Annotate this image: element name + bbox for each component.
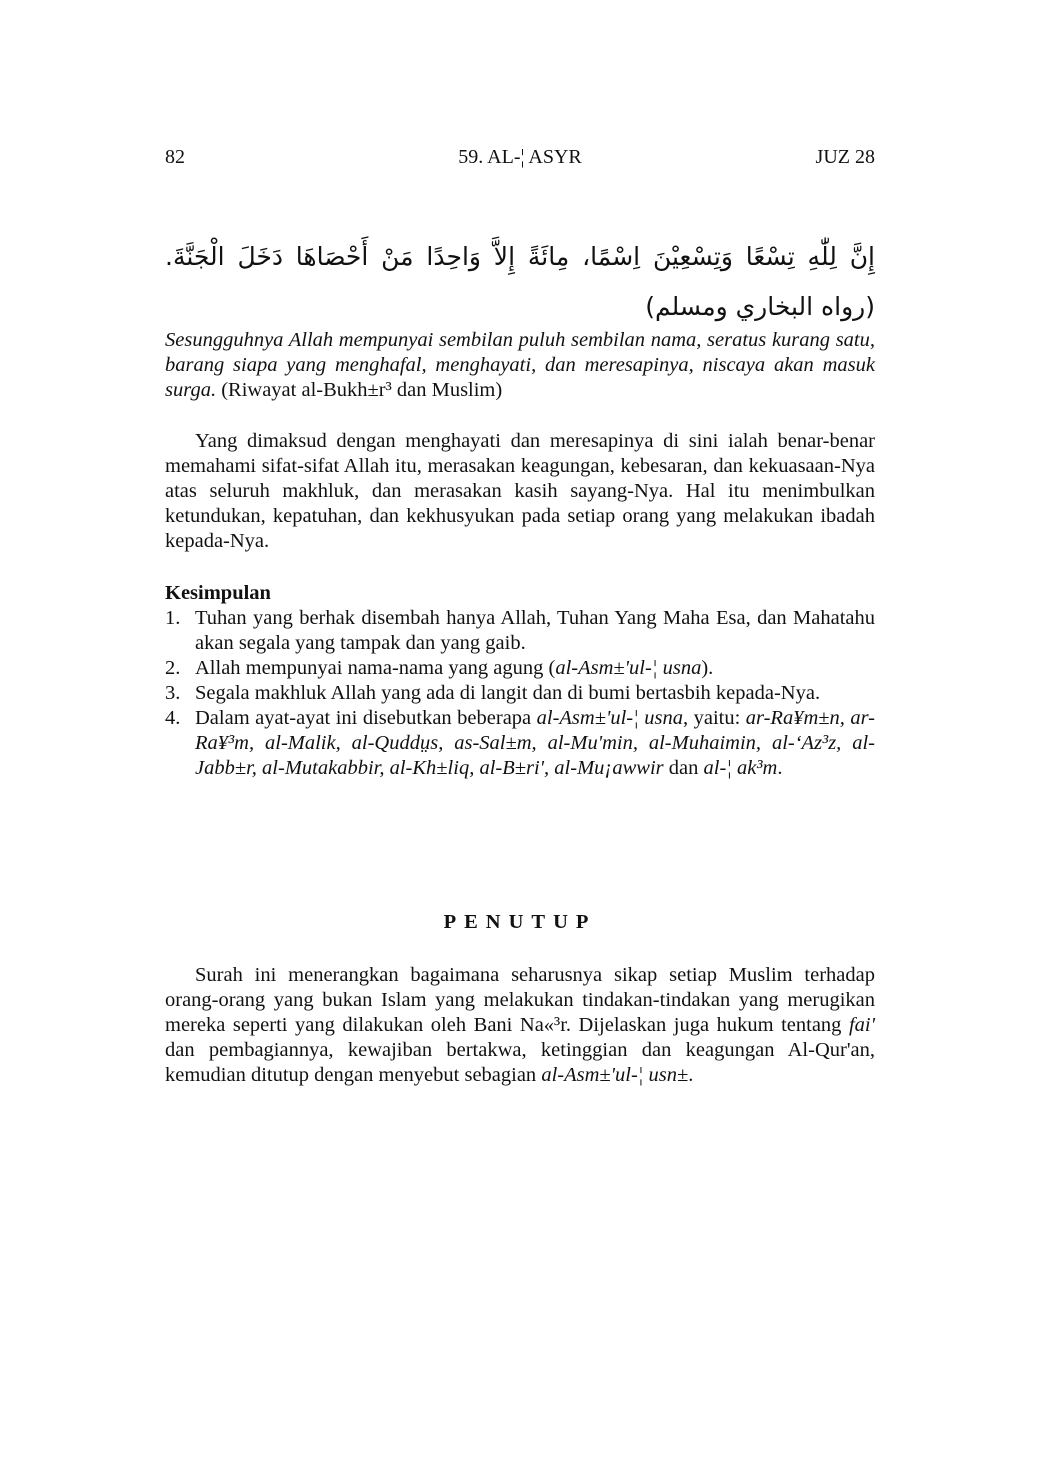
list-text: , yaitu:: [682, 707, 746, 729]
names-list: ar-Ra¥m±n, ar-Ra¥³m, al-Malik, al-Quddṳs, as-Sal±m, al-Mu'min, al-Muhaimin, al-‘Az³z, al-Jabb±r, al-Mutakabbir, al-Kh±liq, al-B±ri', al-Mu¡awwir: [195, 707, 876, 779]
list-text: Tuhan yang berhak disembah hanya Allah, Tuhan Yang Maha Esa, dan Mahatahu akan segala yang tampak dan yang gaib.: [195, 607, 875, 654]
explanation-paragraph: Yang dimaksud dengan menghayati dan meresapinya di sini ialah benar-benar memahami sifat-sifat Allah itu, merasakan keagungan, kebesaran, dan kekuasaan-Nya atas seluruh makhluk, dan merasakan kasih sayang-Nya. Hal itu menimbulkan ketundukan, kepatuhan, dan kekhusyukan pada setiap orang yang melakukan ibadah kepada-Nya.: [165, 430, 875, 552]
list-text: ).: [701, 657, 714, 679]
list-item: [165, 656, 875, 681]
asma-term: al-Asm±'ul-¦ usn±: [541, 1064, 689, 1086]
conclusion-heading: Kesimpulan: [165, 582, 271, 604]
translation-text: Sesungguhnya Allah mempunyai sembilan puluh sembilan nama, seratus kurang satu, barang siapa yang menghafal, menghayati, dan meresapinya, niscaya akan masuk surga.: [165, 329, 875, 401]
translation-source: (Riwayat al-Bukh±r³ dan Muslim): [216, 379, 503, 401]
juz-label: JUZ 28: [815, 146, 875, 168]
closing-text: .: [688, 1064, 694, 1086]
list-italic: al-Asm±'ul-¦ usna: [536, 707, 683, 729]
list-text: Allah mempunyai nama-nama yang agung (: [195, 657, 556, 679]
list-item: [165, 681, 875, 706]
list-number: 4.: [165, 707, 181, 729]
list-italic: al-Asm±'ul-¦ usna: [555, 657, 702, 679]
list-number: 2.: [165, 657, 181, 679]
closing-paragraph: [165, 963, 875, 1088]
list-item: [165, 606, 875, 656]
list-text: dan: [663, 757, 704, 779]
closing-text: Surah ini menerangkan bagaimana seharusnya sikap setiap Muslim terhadap orang-orang yang bukan Islam yang melakukan tindakan-tindakan yang merugikan mereka seperti yang dilakukan oleh Bani Na«³r. Dijelaskan juga hukum tentang: [165, 964, 875, 1036]
page-number: 82: [165, 146, 185, 168]
list-text: Dalam ayat-ayat ini disebutkan beberapa: [195, 707, 537, 729]
list-text: Segala makhluk Allah yang ada di langit dan di bumi bertasbih kepada-Nya.: [195, 682, 821, 704]
closing-text: dan pembagiannya, kewajiban bertakwa, ketinggian dan keagungan Al-Qur'an, kemudian ditutup dengan menyebut sebagian: [165, 1039, 875, 1086]
list-number: 1.: [165, 607, 181, 629]
conclusion-list: [165, 606, 875, 781]
surah-title: 59. AL-¦ ASYR: [458, 146, 582, 168]
closing-heading: PENUTUP: [443, 911, 597, 933]
hadith-arabic: إِنَّ لِلّٰهِ تِسْعًا وَتِسْعِيْنَ اِسْمًا، مِائَةً إِلاَّ وَاحِدًا مَنْ أَحْصَاهَا دَخَلَ الْجَنَّةَ. (رواه البخاري ومسلم): [165, 242, 875, 321]
fai-term: fai': [848, 1014, 875, 1036]
list-number: 3.: [165, 682, 181, 704]
running-header: [165, 146, 875, 172]
list-text: .: [777, 757, 783, 779]
hadith-translation: [165, 328, 875, 403]
list-item: [165, 706, 875, 781]
last-name: al-¦ ak³m: [703, 757, 778, 779]
